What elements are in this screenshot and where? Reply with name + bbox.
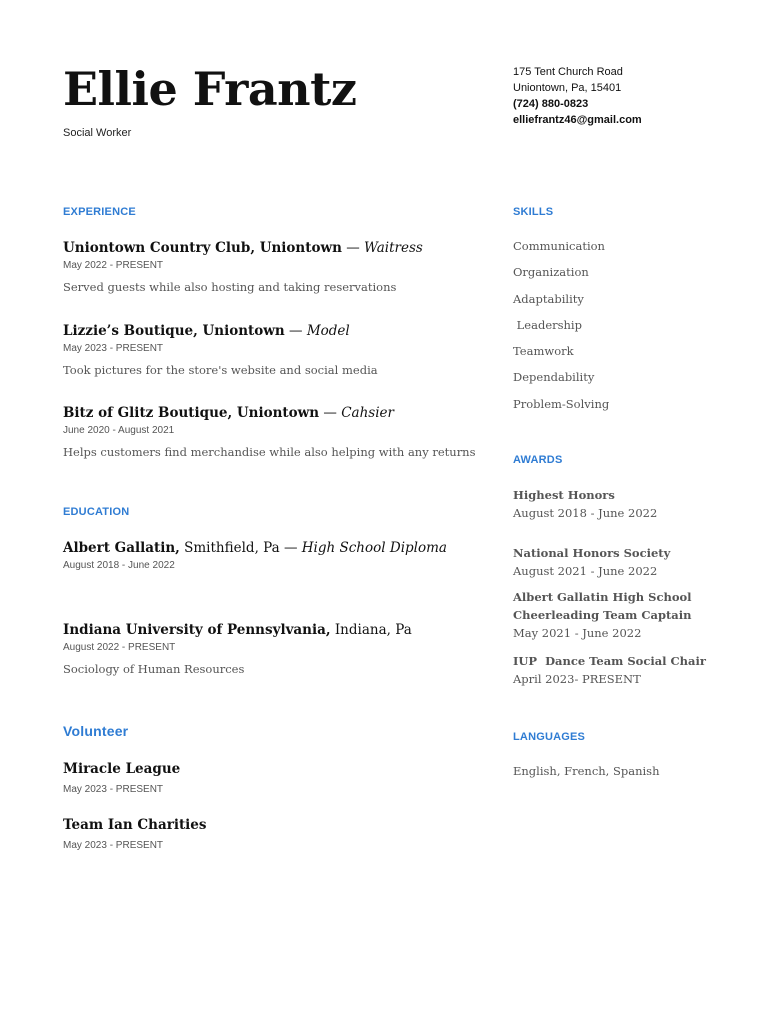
address-line-2: Uniontown, Pa, 15401 xyxy=(513,82,622,94)
experience-description: Took pictures for the store's website and social media xyxy=(63,363,378,377)
volunteer-dates: May 2023 - PRESENT xyxy=(63,840,164,851)
experience-org: Uniontown Country Club, Uniontown xyxy=(63,240,342,256)
award-item xyxy=(513,652,743,688)
experience-role: Waitress xyxy=(364,240,423,256)
education-place: Smithfield, Pa xyxy=(179,540,280,556)
experience-org: Lizzie’s Boutique, Uniontown xyxy=(63,323,285,339)
email-address: elliefrantz46@gmail.com xyxy=(513,114,642,126)
skill-item: Leadership xyxy=(513,317,582,332)
education-item xyxy=(63,540,483,571)
title-separator: — xyxy=(284,323,307,339)
education-heading: EDUCATION xyxy=(63,506,130,518)
job-title: Social Worker xyxy=(63,127,132,139)
education-description: Sociology of Human Resources xyxy=(63,662,245,676)
volunteer-org: Miracle League xyxy=(63,761,181,777)
skill-item: Dependability xyxy=(513,370,595,385)
experience-org: Bitz of Glitz Boutique, Uniontown xyxy=(63,405,320,421)
skill-item: Communication xyxy=(513,239,605,253)
award-dates: April 2023- PRESENT xyxy=(513,672,641,686)
education-dates: August 2022 - PRESENT xyxy=(63,642,176,653)
title-separator: — xyxy=(279,540,302,556)
award-title: National Honors Society xyxy=(513,546,671,560)
skills-list xyxy=(513,239,609,423)
title-separator: — xyxy=(341,240,365,256)
award-item xyxy=(513,486,713,522)
languages-list: English, French, Spanish xyxy=(513,764,660,778)
address-line-1: 175 Tent Church Road xyxy=(513,66,623,78)
education-title xyxy=(63,622,483,638)
experience-dates: May 2023 - PRESENT xyxy=(63,343,164,354)
experience-title xyxy=(63,240,483,256)
skills-heading: SKILLS xyxy=(513,206,554,218)
experience-title xyxy=(63,405,483,421)
award-title: IUP Dance Team Social Chair xyxy=(513,654,706,668)
skill-item: Problem-Solving xyxy=(513,396,610,411)
title-separator: — xyxy=(319,405,342,421)
volunteer-dates: May 2023 - PRESENT xyxy=(63,784,164,795)
education-place: Indiana, Pa xyxy=(330,622,412,638)
volunteer-item xyxy=(63,817,483,851)
experience-item xyxy=(63,240,483,294)
experience-dates: June 2020 - August 2021 xyxy=(63,425,175,436)
experience-role: Model xyxy=(306,323,350,339)
education-degree: High School Diploma xyxy=(301,540,447,556)
education-school: Albert Gallatin, xyxy=(63,540,180,556)
contact-block xyxy=(513,64,642,128)
education-title xyxy=(63,540,483,556)
award-item xyxy=(513,544,713,580)
experience-title xyxy=(63,323,483,339)
languages-heading: LANGUAGES xyxy=(513,731,586,743)
award-dates: August 2021 - June 2022 xyxy=(513,564,658,578)
volunteer-org: Team Ian Charities xyxy=(63,817,207,833)
award-dates: May 2021 - June 2022 xyxy=(513,626,642,640)
experience-item xyxy=(63,405,483,459)
skill-item: Organization xyxy=(513,265,589,280)
experience-description: Helps customers find merchandise while also helping with any returns xyxy=(63,445,476,459)
award-title: Albert Gallatin High School Cheerleading Team Captain xyxy=(513,590,692,622)
award-title: Highest Honors xyxy=(513,488,615,502)
phone-number: (724) 880-0823 xyxy=(513,98,589,110)
candidate-name: Ellie Frantz xyxy=(63,62,357,116)
education-dates: August 2018 - June 2022 xyxy=(63,560,175,571)
award-dates: August 2018 - June 2022 xyxy=(513,506,658,520)
experience-description: Served guests while also hosting and taking reservations xyxy=(63,280,397,294)
volunteer-heading: Volunteer xyxy=(63,723,129,739)
skill-item: Teamwork xyxy=(513,344,574,359)
education-school: Indiana University of Pennsylvania, xyxy=(63,622,331,638)
experience-dates: May 2022 - PRESENT xyxy=(63,260,164,271)
experience-role: Cahsier xyxy=(341,405,394,421)
experience-item xyxy=(63,323,483,377)
education-item xyxy=(63,622,483,676)
awards-heading: AWARDS xyxy=(513,454,563,466)
experience-heading: EXPERIENCE xyxy=(63,206,136,218)
volunteer-item xyxy=(63,761,483,795)
skill-item: Adaptability xyxy=(513,291,584,306)
award-item xyxy=(513,588,693,642)
